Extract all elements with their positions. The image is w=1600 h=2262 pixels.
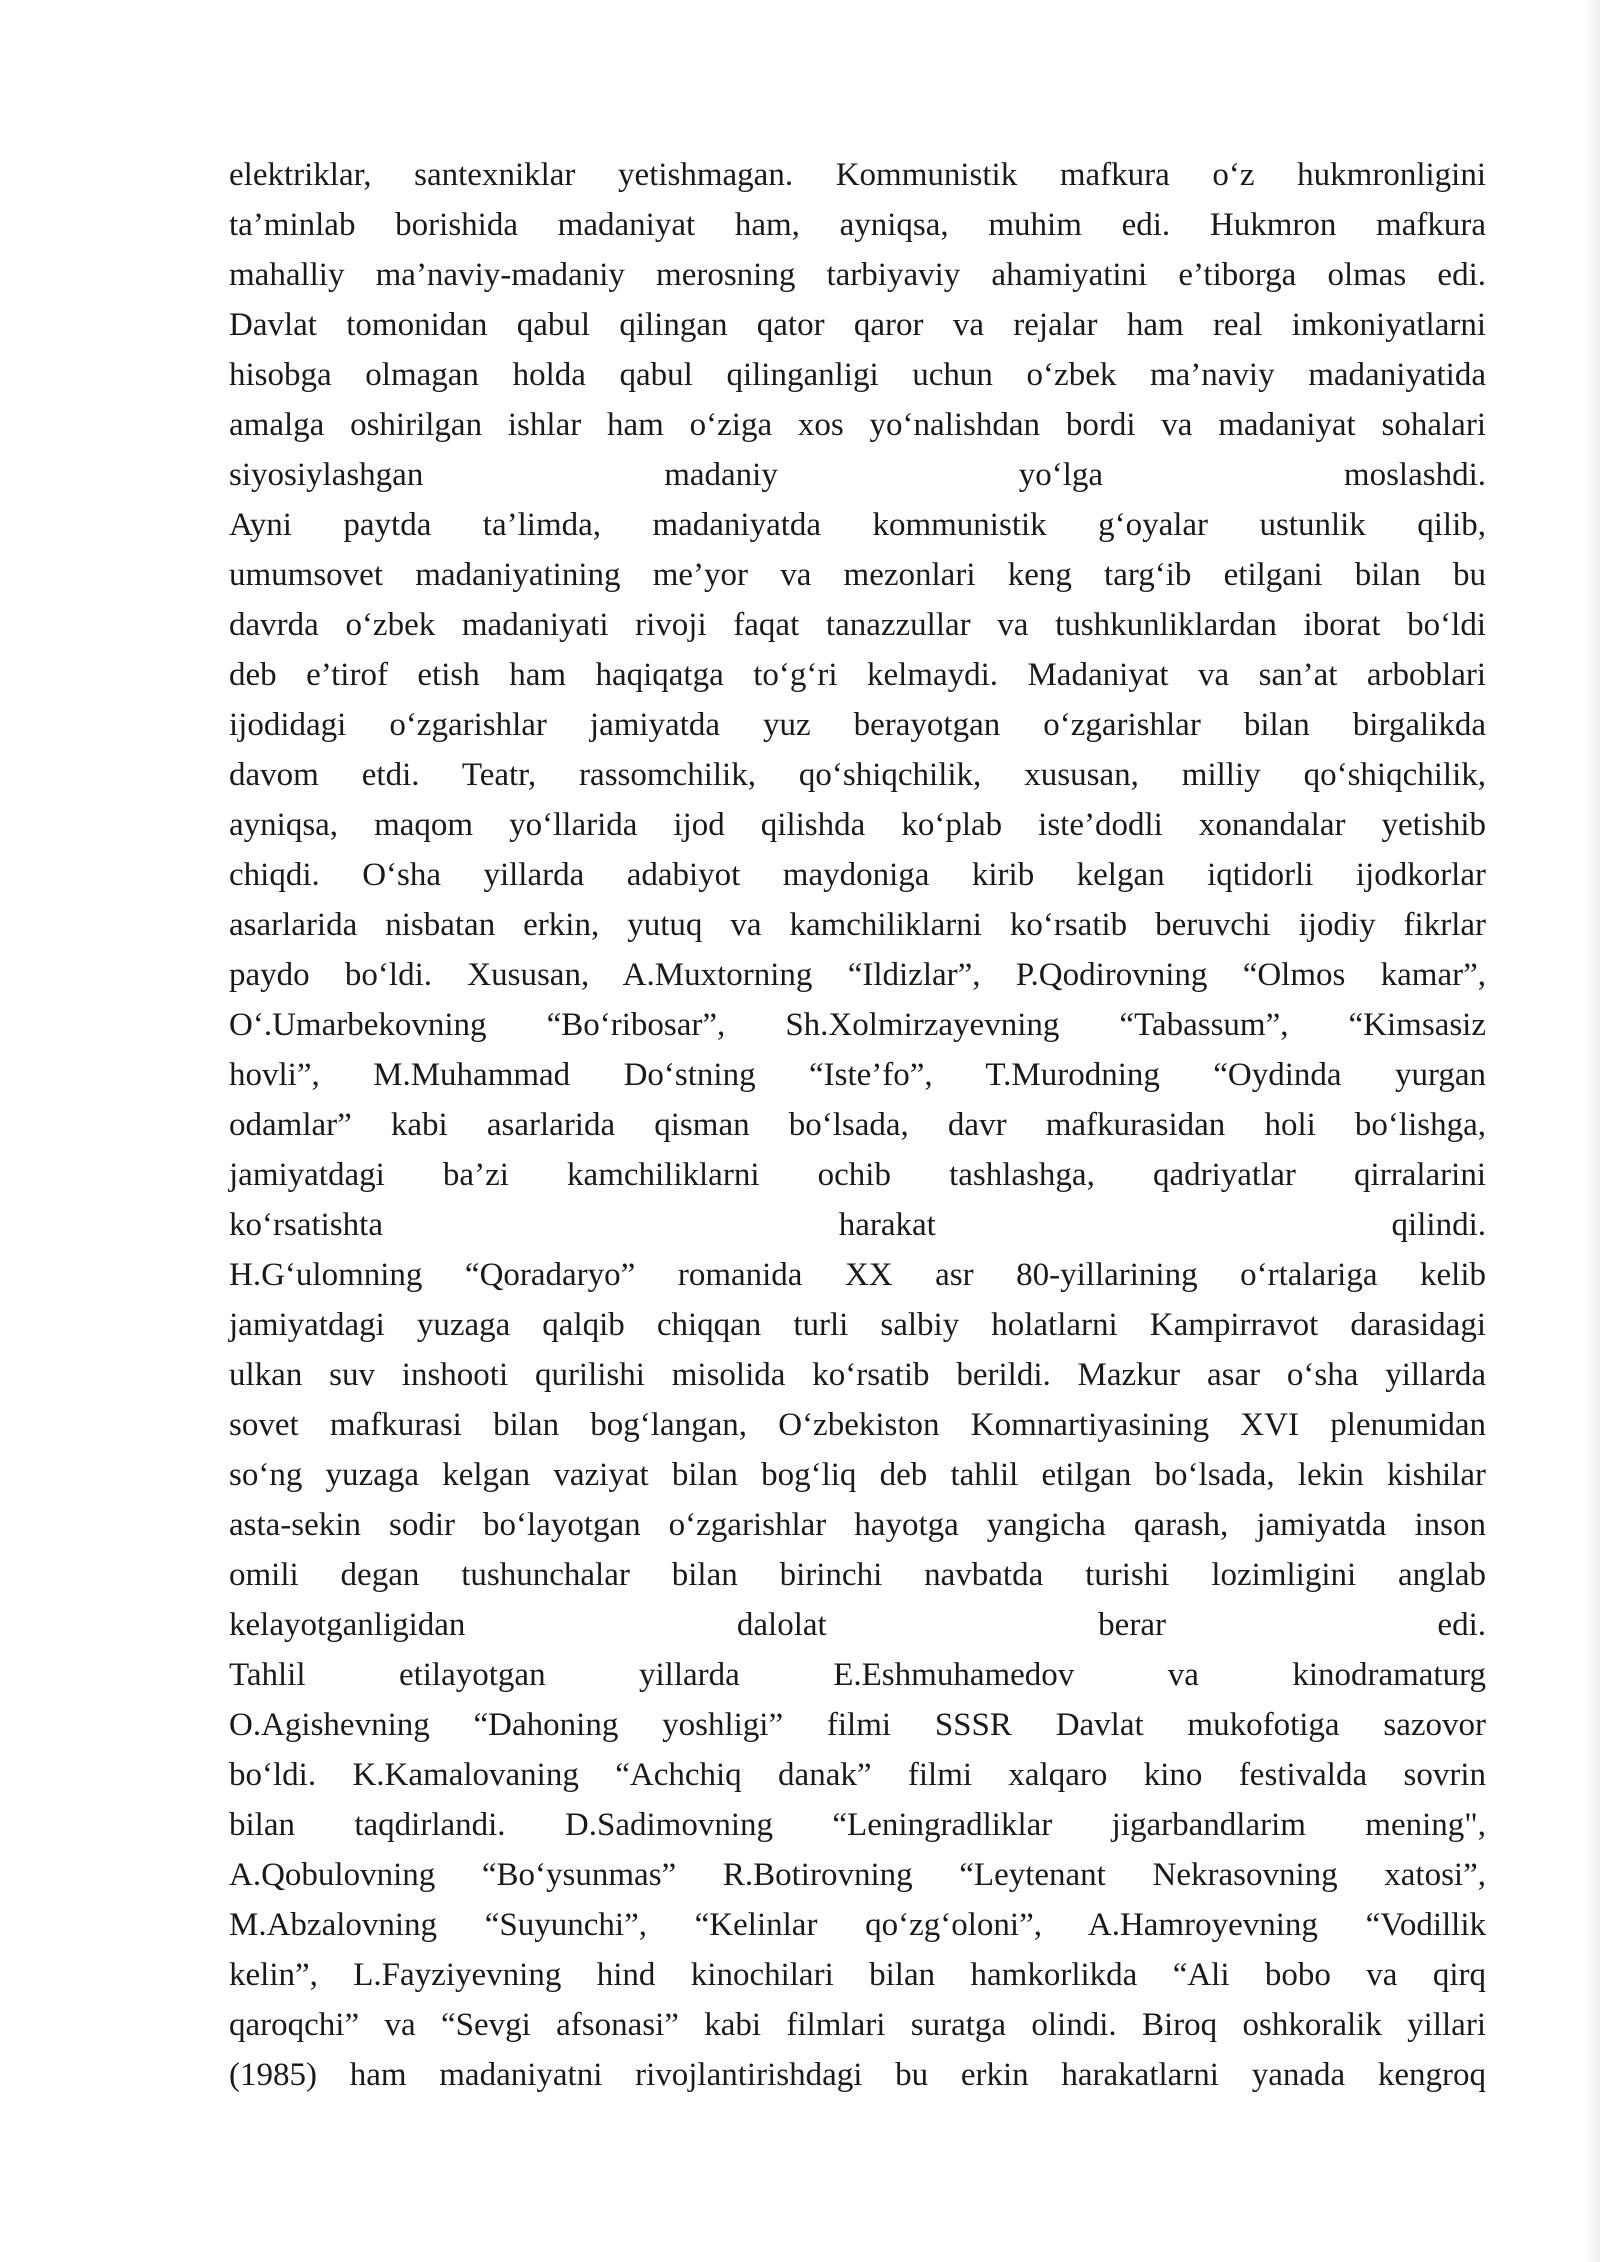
text-line: Ayni paytda ta’limda, madaniyatda kommunistik g‘oyalar ustunlik qilib, (229, 507, 1486, 543)
text-line: ayniqsa, maqom yo‘llarida ijod qilishda ko‘plab iste’dodli xonandalar yetishib (229, 807, 1486, 843)
text-line: so‘ng yuzaga kelgan vaziyat bilan bog‘liq deb tahlil etilgan bo‘lsada, lekin kishilar (229, 1457, 1486, 1493)
text-line: hovli”, M.Muhammad Do‘stning “Iste’fo”, T.Murodning “Oydinda yurgan (229, 1057, 1486, 1093)
text-line: O.Agishevning “Dahoning yoshligi” filmi SSSR Davlat mukofotiga sazovor (229, 1707, 1486, 1743)
text-line: H.G‘ulomning “Qoradaryo” romanida XX asr 80-yillarining o‘rtalariga kelib (229, 1257, 1486, 1293)
text-line: Tahlil etilayotgan yillarda E.Eshmuhamedov va kinodramaturg (229, 1657, 1486, 1693)
text-line: Davlat tomonidan qabul qilingan qator qaror va rejalar ham real imkoniyatlarni (229, 307, 1486, 343)
text-line: (1985) ham madaniyatni rivojlantirishdagi bu erkin harakatlarni yanada kengroq (229, 2057, 1486, 2093)
text-line: deb e’tirof etish ham haqiqatga to‘g‘ri kelmaydi. Madaniyat va san’at arboblari (229, 657, 1486, 693)
text-line: mahalliy ma’naviy-madaniy merosning tarbiyaviy ahamiyatini e’tiborga olmas edi. (229, 257, 1486, 293)
text-line: jamiyatdagi yuzaga qalqib chiqqan turli salbiy holatlarni Kampirravot darasidagi (229, 1307, 1486, 1343)
text-line: umumsovet madaniyatining me’yor va mezonlari keng targ‘ib etilgani bilan bu (229, 557, 1486, 593)
text-line: M.Abzalovning “Suyunchi”, “Kelinlar qo‘zg‘oloni”, A.Hamroyevning “Vodillik (229, 1907, 1486, 1943)
text-line: hisobga olmagan holda qabul qilinganligi uchun o‘zbek ma’naviy madaniyatida (229, 357, 1486, 393)
body-text (229, 150, 1486, 2100)
text-line: qaroqchi” va “Sevgi afsonasi” kabi filmlari suratga olindi. Biroq oshkoralik yillari (229, 2007, 1486, 2043)
text-line: odamlar” kabi asarlarida qisman bo‘lsada, davr mafkurasidan holi bo‘lishga, (229, 1107, 1486, 1143)
text-line: paydo bo‘ldi. Xususan, A.Muxtorning “Ildizlar”, P.Qodirovning “Olmos kamar”, (229, 957, 1486, 993)
text-line: davrda o‘zbek madaniyati rivoji faqat tanazzullar va tushkunliklardan iborat bo‘ldi (229, 607, 1486, 643)
text-line: ko‘rsatishta harakat qilindi. (229, 1207, 1486, 1243)
text-line: bilan taqdirlandi. D.Sadimovning “Leningradliklar jigarbandlarim mening", (229, 1807, 1486, 1843)
text-line: ulkan suv inshooti qurilishi misolida ko‘rsatib berildi. Mazkur asar o‘sha yillarda (229, 1357, 1486, 1393)
text-line: omili degan tushunchalar bilan birinchi navbatda turishi lozimligini anglab (229, 1557, 1486, 1593)
text-line: elektriklar, santexniklar yetishmagan. Kommunistik mafkura o‘z hukmronligini (229, 157, 1486, 193)
page-edge-shadow (1582, 0, 1600, 2262)
text-line: kelayotganligidan dalolat berar edi. (229, 1607, 1486, 1643)
text-line: O‘.Umarbekovning “Bo‘ribosar”, Sh.Xolmirzayevning “Tabassum”, “Kimsasiz (229, 1007, 1486, 1043)
text-line: jamiyatdagi ba’zi kamchiliklarni ochib tashlashga, qadriyatlar qirralarini (229, 1157, 1486, 1193)
text-line: kelin”, L.Fayziyevning hind kinochilari bilan hamkorlikda “Ali bobo va qirq (229, 1957, 1486, 1993)
text-line: chiqdi. O‘sha yillarda adabiyot maydoniga kirib kelgan iqtidorli ijodkorlar (229, 857, 1486, 893)
text-line: davom etdi. Teatr, rassomchilik, qo‘shiqchilik, xususan, milliy qo‘shiqchilik, (229, 757, 1486, 793)
text-line: sovet mafkurasi bilan bog‘langan, O‘zbekiston Komnartiyasining XVI plenumidan (229, 1407, 1486, 1443)
text-line: A.Qobulovning “Bo‘ysunmas” R.Botirovning “Leytenant Nekrasovning xatosi”, (229, 1857, 1486, 1893)
text-line: asta-sekin sodir bo‘layotgan o‘zgarishlar hayotga yangicha qarash, jamiyatda inson (229, 1507, 1486, 1543)
text-line: ta’minlab borishida madaniyat ham, ayniqsa, muhim edi. Hukmron mafkura (229, 207, 1486, 243)
text-line: amalga oshirilgan ishlar ham o‘ziga xos yo‘nalishdan bordi va madaniyat sohalari (229, 407, 1486, 443)
text-line: asarlarida nisbatan erkin, yutuq va kamchiliklarni ko‘rsatib beruvchi ijodiy fikrlar (229, 907, 1486, 943)
text-line: siyosiylashgan madaniy yo‘lga moslashdi. (229, 457, 1486, 493)
text-line: ijodidagi o‘zgarishlar jamiyatda yuz berayotgan o‘zgarishlar bilan birgalikda (229, 707, 1486, 743)
text-line: bo‘ldi. K.Kamalovaning “Achchiq danak” filmi xalqaro kino festivalda sovrin (229, 1757, 1486, 1793)
